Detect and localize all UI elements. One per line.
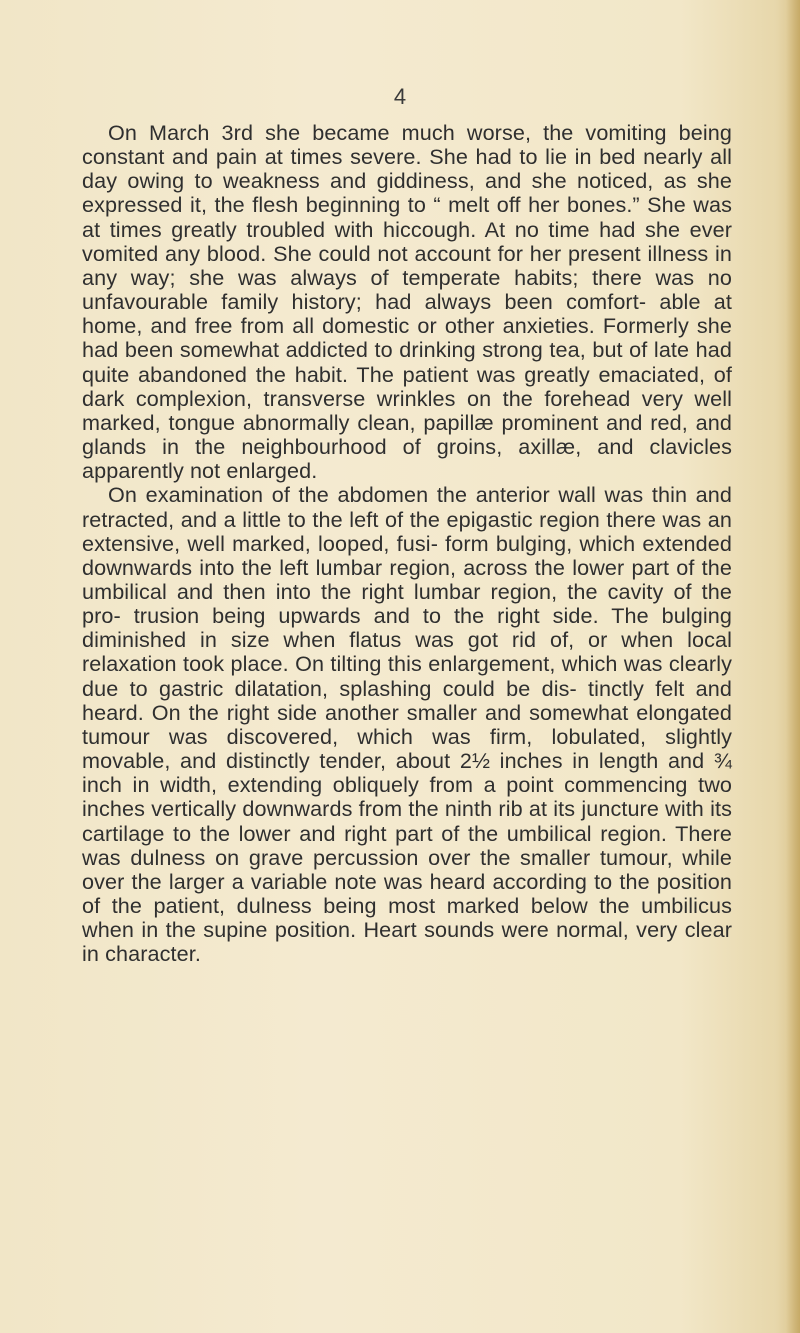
paragraph-2: On examination of the abdomen the anterior wall was thin and retracted, and a little to the left of the epigastic region there was an extensive, well marked, looped, fusi- form bulging, which extended downwards into the left lumbar region, across the lower part of the umbilical and then into the right lumbar region, the cavity of the pro- trusion being upwards and to the right side. The bulging diminished in size when flatus was got rid of, or when local relaxation took place. On tilting this enlargement, which was clearly due to gastric dilatation, splashing could be dis- tinctly felt and heard. On the right side another smaller and somewhat elongated tumour was discovered, which was firm, lobulated, slightly movable, and distinctly tender, about 2½ inches in length and ¾ inch in width, extending obliquely from a point commencing two inches vertically downwards from the ninth rib at its juncture with its cartilage to the lower and right part of the umbilical region. There was dulness on grave percussion over the smaller tumour, while over the larger a variable note was heard according to the position of the patient, dulness being most marked below the umbilicus when in the supine position. Heart sounds were normal, very clear in character. [82, 482, 732, 967]
body-text [82, 121, 732, 966]
paragraph-1: On March 3rd she became much worse, the vomiting being constant and pain at times severe. She had to lie in bed nearly all day owing to weakness and giddiness, and she noticed, as she expressed it, the flesh beginning to “ melt off her bones.” She was at times greatly troubled with hiccough. At no time had she ever vomited any blood. She could not account for her present illness in any way; she was always of temperate habits; there was no unfavourable family history; had always been comfort- able at home, and free from all domestic or other anxieties. Formerly she had been somewhat addicted to drinking strong tea, but of late had quite abandoned the habit. The patient was greatly emaciated, of dark complexion, transverse wrinkles on the forehead very well marked, tongue abnormally clean, papillæ prominent and red, and glands in the neighbourhood of groins, axillæ, and clavicles apparently not enlarged. [82, 120, 732, 484]
page-number: 4 [393, 84, 407, 109]
page-edge-shading [786, 0, 800, 1333]
